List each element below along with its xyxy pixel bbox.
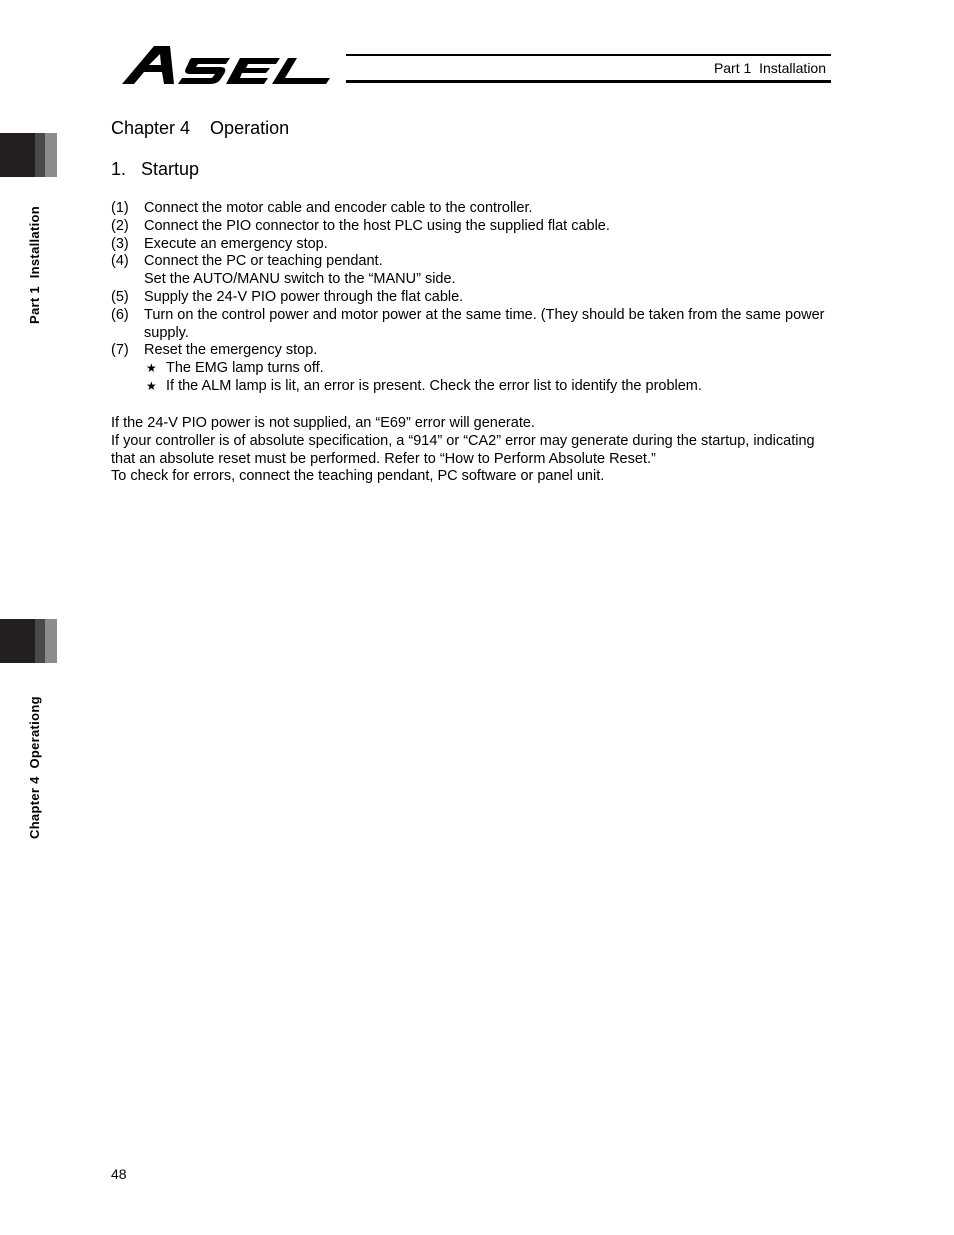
- note-item: ★ If the ALM lamp is lit, an error is present. Check the error list to identify the problem.: [146, 377, 702, 394]
- star-icon: ★: [146, 378, 157, 393]
- step-item: (2) Connect the PIO connector to the host PLC using the supplied flat cable.: [111, 217, 610, 234]
- side-tab-chapter: [0, 619, 57, 663]
- step-item: (6) Turn on the control power and motor power at the same time. (They should be taken from the same power supply.: [111, 306, 825, 341]
- step-item: (5) Supply the 24-V PIO power through the flat cable.: [111, 288, 464, 305]
- step-item: (4) Connect the PC or teaching pendant. Set the AUTO/MANU switch to the “MANU” side.: [111, 253, 456, 288]
- chapter-title: Chapter 4 Operation: [111, 118, 290, 138]
- side-label-part: Part 1 Installation: [27, 206, 42, 324]
- header-part-label: Part 1 Installation: [713, 60, 826, 76]
- header-rule-top: [346, 54, 831, 56]
- asel-logo: [120, 40, 350, 88]
- note-item: ★ The EMG lamp turns off.: [146, 360, 324, 377]
- header-rule-bottom: [346, 80, 831, 83]
- startup-notes-paragraph: If the 24-V PIO power is not supplied, an “E69” error will generate. If your controller is of absolute specification, a “914” or “CA2” error may generate during the startup, indicating that an absolute reset must be performed. Refer to “How to Perform Absolute Reset.” To check for errors, connect the teaching pendant, PC software or panel unit.: [111, 415, 815, 485]
- star-icon: ★: [146, 361, 157, 376]
- startup-steps: [111, 200, 831, 396]
- step-item: (1) Connect the motor cable and encoder cable to the controller.: [111, 200, 533, 216]
- page-number: 48: [111, 1166, 127, 1182]
- side-tab-part: [0, 133, 57, 177]
- side-label-chapter: Chapter 4 Operationg: [27, 696, 42, 839]
- step-item: (7) Reset the emergency stop. ★ The EMG lamp turns off. ★ If the ALM lamp is lit, an error is present. Check the error list to identify the problem.: [111, 342, 831, 395]
- section-title: 1. Startup: [111, 159, 200, 179]
- step-item: (3) Execute an emergency stop.: [111, 235, 328, 252]
